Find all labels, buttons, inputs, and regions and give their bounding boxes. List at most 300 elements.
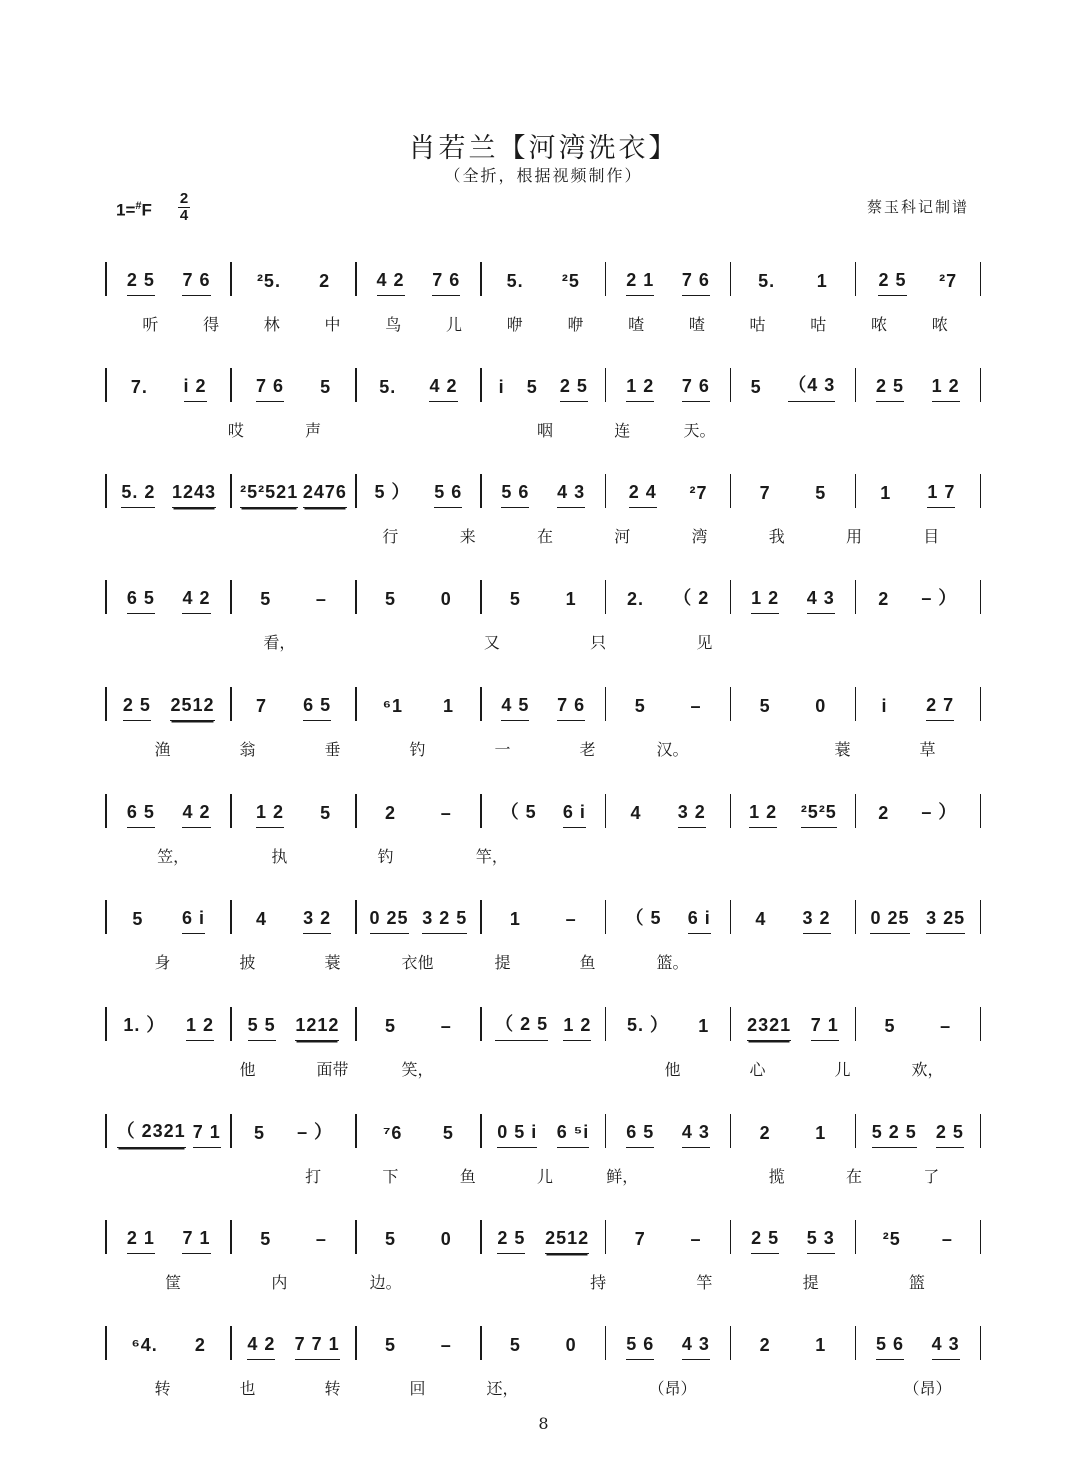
measure bbox=[232, 1229, 355, 1254]
lyric-syllable: 儿 bbox=[834, 1060, 851, 1079]
barline bbox=[980, 1220, 982, 1254]
note-group: ⁷6 bbox=[382, 1123, 403, 1143]
note-group: 1 2 bbox=[749, 802, 777, 828]
note-group: 1212 bbox=[295, 1015, 339, 1041]
note-group: 5 6 bbox=[876, 1334, 904, 1360]
note-group: 2 bbox=[319, 271, 331, 291]
note-group: ²5 bbox=[882, 1229, 901, 1249]
lyric-syllable: 得 bbox=[203, 315, 220, 334]
measure bbox=[107, 482, 230, 508]
lyric-syllable: 转 bbox=[324, 1379, 341, 1398]
note-group: 1 2 bbox=[932, 376, 960, 402]
lyric-syllable: 篮。 bbox=[656, 953, 689, 972]
lyrics-row bbox=[120, 950, 970, 973]
measure bbox=[232, 1334, 355, 1360]
note-group: 7 1 bbox=[182, 1228, 210, 1254]
lyric-syllable: 哝 bbox=[870, 315, 887, 334]
lyric-syllable: 边。 bbox=[369, 1273, 402, 1292]
lyrics-row bbox=[120, 1270, 970, 1293]
note-group: – bbox=[440, 1016, 452, 1036]
staff-row bbox=[105, 362, 981, 402]
lyric-syllable: 一 bbox=[494, 740, 511, 759]
measure bbox=[357, 908, 480, 934]
lyric-syllable: 垂 bbox=[324, 740, 341, 759]
note-group: 5 bbox=[509, 1335, 521, 1355]
note-group: 2 1 bbox=[127, 1228, 155, 1254]
measure bbox=[357, 478, 480, 508]
lyric-syllable: 衣他 bbox=[401, 953, 434, 972]
lyric-syllable: 哝 bbox=[931, 315, 948, 334]
note-group: （4 3 bbox=[788, 371, 835, 402]
measure bbox=[107, 1228, 230, 1254]
lyric-syllable: 用 bbox=[846, 527, 863, 546]
lyric-syllable bbox=[758, 844, 864, 867]
lyric-syllable bbox=[864, 844, 970, 867]
note-group: 3 25 bbox=[926, 908, 965, 934]
lyric-syllable: 笑， bbox=[401, 1060, 434, 1079]
measure bbox=[357, 1335, 480, 1360]
note-group: 2 bbox=[878, 589, 890, 609]
measure bbox=[482, 482, 605, 508]
note-group: 3 2 bbox=[678, 802, 706, 828]
lyric-syllable: 他 bbox=[239, 1060, 256, 1079]
measure bbox=[107, 1117, 230, 1148]
note-group: 5 6 bbox=[626, 1334, 654, 1360]
note-group: – bbox=[941, 1229, 953, 1249]
staff-row bbox=[105, 468, 981, 508]
note-group: 7 1 bbox=[193, 1122, 221, 1148]
lyric-syllable bbox=[120, 524, 197, 547]
staff-row bbox=[105, 788, 981, 828]
note-group: 5. ） bbox=[627, 1015, 670, 1035]
note-group: 5. bbox=[506, 271, 524, 291]
barline bbox=[980, 1114, 982, 1148]
note-group: 7 6 bbox=[256, 376, 284, 402]
note-group: 0 25 bbox=[370, 908, 409, 934]
note-group: 7 6 bbox=[682, 270, 710, 296]
measure bbox=[606, 270, 729, 296]
note-group: 2 bbox=[194, 1335, 206, 1355]
note-group: （ 2 5 bbox=[495, 1010, 548, 1041]
note-group: 2 5 bbox=[123, 695, 151, 721]
note-group: 2 bbox=[878, 803, 890, 823]
measure bbox=[606, 904, 729, 934]
note-group: 1 2 bbox=[186, 1015, 214, 1041]
measure bbox=[482, 1228, 605, 1254]
lyric-syllable: 我 bbox=[768, 527, 785, 546]
measure bbox=[731, 371, 854, 402]
barline bbox=[980, 368, 982, 402]
lyric-syllable bbox=[439, 1270, 545, 1293]
note-group: 1 bbox=[880, 483, 892, 503]
lyric-syllable: 草 bbox=[919, 740, 936, 759]
note-group: 2 bbox=[759, 1335, 771, 1355]
lyric-syllable: 他 bbox=[664, 1060, 681, 1079]
measure bbox=[606, 1334, 729, 1360]
note-group: 6 ⁵i bbox=[557, 1122, 589, 1148]
staff-row bbox=[105, 1108, 981, 1148]
note-group: 2 5 bbox=[127, 270, 155, 296]
lyric-syllable: 哎 bbox=[227, 421, 244, 440]
measure bbox=[731, 1123, 854, 1148]
lyric-syllable bbox=[893, 418, 970, 441]
measure bbox=[357, 1123, 480, 1148]
note-group: 5. bbox=[379, 377, 397, 397]
measure bbox=[107, 908, 230, 934]
note-group: – ） bbox=[921, 802, 958, 822]
score-line bbox=[0, 1198, 1087, 1298]
note-group: 5 ） bbox=[374, 482, 411, 502]
measure bbox=[357, 589, 480, 614]
note-group: 0 25 bbox=[870, 908, 909, 934]
lyric-syllable: （昂） bbox=[648, 1379, 697, 1398]
lyric-syllable: 儿 bbox=[445, 315, 462, 334]
note-group: 0 5 i bbox=[497, 1122, 537, 1148]
barline bbox=[980, 794, 982, 828]
note-group: 7. bbox=[130, 377, 148, 397]
barline bbox=[980, 1007, 982, 1041]
note-group: 7 6 bbox=[432, 270, 460, 296]
measure bbox=[107, 695, 230, 721]
key-signature: 1=#F bbox=[116, 200, 152, 220]
note-group: i bbox=[498, 377, 505, 397]
score-line bbox=[0, 240, 1087, 340]
lyric-syllable bbox=[715, 950, 800, 973]
note-group: 1 2 bbox=[256, 802, 284, 828]
lyric-syllable: 天。 bbox=[683, 421, 716, 440]
note-group: 1 2 bbox=[563, 1015, 591, 1041]
note-group: 2 5 bbox=[560, 376, 588, 402]
note-group: 1 bbox=[565, 589, 577, 609]
note-group: 7 6 bbox=[682, 376, 710, 402]
note-group: – bbox=[440, 803, 452, 823]
note-group: – bbox=[565, 909, 577, 929]
lyric-syllable: 竿， bbox=[475, 847, 508, 866]
lyric-syllable: 提 bbox=[802, 1273, 819, 1292]
note-group: 4 5 bbox=[501, 695, 529, 721]
lyric-syllable: 内 bbox=[271, 1273, 288, 1292]
measure bbox=[232, 695, 355, 721]
note-group: 5 6 bbox=[501, 482, 529, 508]
lyrics-row bbox=[120, 312, 970, 335]
lyric-syllable bbox=[120, 1057, 205, 1080]
lyrics-row bbox=[120, 524, 970, 547]
lyric-syllable bbox=[715, 1376, 800, 1399]
note-group: 2512 bbox=[170, 695, 214, 721]
note-group: 0 bbox=[440, 1229, 452, 1249]
note-group: 5 bbox=[759, 696, 771, 716]
staff-row bbox=[105, 256, 981, 296]
lyric-syllable bbox=[120, 630, 226, 653]
measure bbox=[856, 270, 979, 296]
note-group: （ 2 bbox=[673, 588, 710, 608]
measure bbox=[482, 271, 605, 296]
lyric-syllable: 声 bbox=[305, 421, 322, 440]
staff-row bbox=[105, 681, 981, 721]
lyric-syllable: 儿 bbox=[536, 1167, 553, 1186]
time-signature: 2 4 bbox=[179, 190, 189, 224]
lyric-syllable bbox=[429, 418, 506, 441]
lyric-syllable bbox=[758, 630, 864, 653]
lyric-syllable: 回 bbox=[409, 1379, 426, 1398]
lyric-syllable bbox=[333, 630, 439, 653]
measure bbox=[482, 1010, 605, 1041]
lyric-syllable: 只 bbox=[590, 633, 607, 652]
measure bbox=[731, 1015, 854, 1041]
note-group: 0 bbox=[440, 589, 452, 609]
note-group: 7 6 bbox=[557, 695, 585, 721]
lyric-syllable bbox=[661, 1164, 738, 1187]
note-group: ²5²521 bbox=[240, 482, 298, 508]
lyric-syllable: 咽 bbox=[536, 421, 553, 440]
note-group: 5 bbox=[750, 377, 762, 397]
lyrics-row bbox=[120, 737, 970, 760]
note-group: 2512 bbox=[545, 1228, 589, 1254]
note-group: 2 5 bbox=[876, 376, 904, 402]
barline bbox=[980, 687, 982, 721]
note-group: ²7 bbox=[689, 483, 708, 503]
note-group: （ 2321 bbox=[117, 1117, 186, 1148]
measure bbox=[731, 483, 854, 508]
note-group: i 2 bbox=[184, 376, 207, 402]
measure bbox=[357, 376, 480, 402]
note-group: 5 bbox=[260, 1229, 272, 1249]
note-group: 4 2 bbox=[182, 588, 210, 614]
note-group: – bbox=[315, 1229, 327, 1249]
note-group: （ 5 bbox=[500, 802, 537, 822]
lyric-syllable: 篮 bbox=[908, 1273, 925, 1292]
lyric-syllable: 笠， bbox=[157, 847, 190, 866]
barline bbox=[980, 262, 982, 296]
song-title: 肖若兰【河湾洗衣】 bbox=[408, 133, 679, 164]
measure bbox=[856, 1016, 979, 1041]
lyric-syllable: 了 bbox=[923, 1167, 940, 1186]
note-group: – bbox=[315, 589, 327, 609]
lyric-syllable: 喳 bbox=[688, 315, 705, 334]
measure bbox=[606, 802, 729, 828]
note-group: 7 6 bbox=[182, 270, 210, 296]
lyric-syllable bbox=[545, 1057, 630, 1080]
measure bbox=[107, 376, 230, 402]
lyric-syllable bbox=[651, 844, 757, 867]
note-group: i bbox=[881, 696, 888, 716]
lyric-syllable: 喳 bbox=[628, 315, 645, 334]
measure bbox=[107, 270, 230, 296]
measure bbox=[856, 908, 979, 934]
note-group: 2 5 bbox=[936, 1122, 964, 1148]
measure bbox=[606, 696, 729, 721]
lyric-syllable bbox=[197, 1164, 274, 1187]
note-group: 1 bbox=[509, 909, 521, 929]
note-group: 1 bbox=[815, 1335, 827, 1355]
transcriber-credit: 蔡玉科记制谱 bbox=[866, 198, 969, 216]
note-group: 5 bbox=[442, 1123, 454, 1143]
lyric-syllable: 身 bbox=[154, 953, 171, 972]
note-group: 5 bbox=[320, 377, 332, 397]
note-group: – bbox=[940, 1016, 952, 1036]
lyric-syllable: 还， bbox=[486, 1379, 519, 1398]
lyric-syllable: 鱼 bbox=[579, 953, 596, 972]
score-line bbox=[0, 346, 1087, 446]
note-group: 7 bbox=[634, 1229, 646, 1249]
measure bbox=[232, 271, 355, 296]
note-group: 1 bbox=[698, 1016, 710, 1036]
note-group: 2 1 bbox=[626, 270, 654, 296]
measure bbox=[357, 1229, 480, 1254]
lyric-syllable: （昂） bbox=[903, 1379, 952, 1398]
note-group: 5. 2 bbox=[121, 482, 155, 508]
lyric-syllable: 持 bbox=[590, 1273, 607, 1292]
lyric-syllable: 筐 bbox=[165, 1273, 182, 1292]
lyric-syllable bbox=[197, 524, 274, 547]
note-group: – bbox=[690, 1229, 702, 1249]
barline bbox=[980, 580, 982, 614]
measure bbox=[482, 376, 605, 402]
measure bbox=[232, 908, 355, 934]
lyric-syllable bbox=[120, 1164, 197, 1187]
lyric-syllable: 来 bbox=[459, 527, 476, 546]
lyric-syllable: 目 bbox=[923, 527, 940, 546]
lyric-syllable: 鱼 bbox=[459, 1167, 476, 1186]
note-group: 6 i bbox=[182, 908, 205, 934]
lyric-syllable: 咕 bbox=[810, 315, 827, 334]
note-group: 6 i bbox=[563, 802, 586, 828]
score-line bbox=[0, 1304, 1087, 1404]
measure bbox=[107, 1335, 230, 1360]
note-group: 4 bbox=[755, 909, 767, 929]
lyric-syllable: 咿 bbox=[506, 315, 523, 334]
note-group: 2 4 bbox=[629, 482, 657, 508]
measure bbox=[731, 1228, 854, 1254]
note-group: 4 bbox=[630, 803, 642, 823]
measure bbox=[731, 908, 854, 934]
staff-row bbox=[105, 574, 981, 614]
measure bbox=[107, 1011, 230, 1041]
measure bbox=[856, 798, 979, 828]
lyric-syllable bbox=[460, 1057, 545, 1080]
lyric-syllable: 行 bbox=[382, 527, 399, 546]
score-line bbox=[0, 452, 1087, 552]
lyric-syllable: 鲜， bbox=[606, 1167, 639, 1186]
measure bbox=[856, 1334, 979, 1360]
lyric-syllable: 见 bbox=[696, 633, 713, 652]
note-group: 4 2 bbox=[247, 1334, 275, 1360]
lyrics-row bbox=[120, 844, 970, 867]
note-group: – ） bbox=[921, 588, 958, 608]
lyric-syllable: 钓 bbox=[409, 740, 426, 759]
lyric-syllable bbox=[815, 418, 892, 441]
measure bbox=[856, 695, 979, 721]
note-group: 0 bbox=[815, 696, 827, 716]
score-line bbox=[0, 878, 1087, 978]
measure bbox=[232, 1118, 355, 1148]
measure bbox=[357, 270, 480, 296]
note-group: 5 bbox=[253, 1123, 265, 1143]
measure bbox=[606, 1229, 729, 1254]
page-number: 8 bbox=[538, 1414, 549, 1433]
lyric-syllable bbox=[545, 844, 651, 867]
staff-row bbox=[105, 894, 981, 934]
note-group: 4 3 bbox=[682, 1122, 710, 1148]
note-group: 5 6 bbox=[434, 482, 462, 508]
lyric-syllable: 老 bbox=[579, 740, 596, 759]
measure bbox=[606, 1122, 729, 1148]
note-group: 4 2 bbox=[429, 376, 457, 402]
lyric-syllable: 翁 bbox=[239, 740, 256, 759]
note-group: 5 bbox=[526, 377, 538, 397]
lyric-syllable bbox=[352, 418, 429, 441]
lyric-syllable bbox=[800, 950, 885, 973]
lyric-syllable: 欢， bbox=[911, 1060, 944, 1079]
lyric-syllable: 转 bbox=[154, 1379, 171, 1398]
lyric-syllable: 汉。 bbox=[656, 740, 689, 759]
lyric-syllable: 下 bbox=[382, 1167, 399, 1186]
lyric-syllable: 鸟 bbox=[385, 315, 402, 334]
lyrics-row bbox=[120, 1057, 970, 1080]
measure bbox=[731, 1335, 854, 1360]
note-group: 2 bbox=[385, 803, 397, 823]
note-group: 1243 bbox=[172, 482, 216, 508]
lyric-syllable: 钓 bbox=[377, 847, 394, 866]
lyric-syllable: 河 bbox=[614, 527, 631, 546]
note-group: 7 1 bbox=[811, 1015, 839, 1041]
barline bbox=[980, 474, 982, 508]
note-group: ²5²5 bbox=[801, 802, 837, 828]
note-group: 2321 bbox=[747, 1015, 791, 1041]
measure bbox=[731, 271, 854, 296]
note-group: 5 bbox=[385, 1335, 397, 1355]
note-group: 4 3 bbox=[807, 588, 835, 614]
note-group: 2 5 bbox=[751, 1228, 779, 1254]
note-group: 5 5 bbox=[248, 1015, 276, 1041]
note-group: 6 5 bbox=[127, 802, 155, 828]
note-group: 1 bbox=[815, 1123, 827, 1143]
lyric-syllable bbox=[738, 418, 815, 441]
lyric-syllable: 蓑 bbox=[834, 740, 851, 759]
measure bbox=[731, 588, 854, 614]
note-group: 6 5 bbox=[303, 695, 331, 721]
lyric-syllable bbox=[120, 418, 197, 441]
lyric-syllable: 又 bbox=[483, 633, 500, 652]
staff-row bbox=[105, 1320, 981, 1360]
lyric-syllable: 咿 bbox=[567, 315, 584, 334]
note-group: 1 7 bbox=[927, 482, 955, 508]
note-group: 5 bbox=[385, 1016, 397, 1036]
lyric-syllable: 提 bbox=[494, 953, 511, 972]
lyric-syllable: 中 bbox=[324, 315, 341, 334]
lyric-syllable: 执 bbox=[271, 847, 288, 866]
note-group: 2 bbox=[759, 1123, 771, 1143]
lyric-syllable bbox=[545, 1376, 630, 1399]
barline bbox=[980, 1326, 982, 1360]
measure bbox=[357, 696, 480, 721]
lyric-syllable: 披 bbox=[239, 953, 256, 972]
note-group: 4 3 bbox=[932, 1334, 960, 1360]
lyric-syllable bbox=[800, 1376, 885, 1399]
note-group: – bbox=[440, 1335, 452, 1355]
lyrics-row bbox=[120, 418, 970, 441]
note-group: 5 bbox=[509, 589, 521, 609]
barline bbox=[980, 900, 982, 934]
note-group: 2476 bbox=[303, 482, 347, 508]
note-group: ⁶4. bbox=[131, 1335, 158, 1355]
lyric-syllable: 也 bbox=[239, 1379, 256, 1398]
measure bbox=[856, 1122, 979, 1148]
lyric-syllable: 竿 bbox=[696, 1273, 713, 1292]
measure bbox=[232, 589, 355, 614]
score-line bbox=[0, 772, 1087, 872]
note-group: 4 3 bbox=[557, 482, 585, 508]
